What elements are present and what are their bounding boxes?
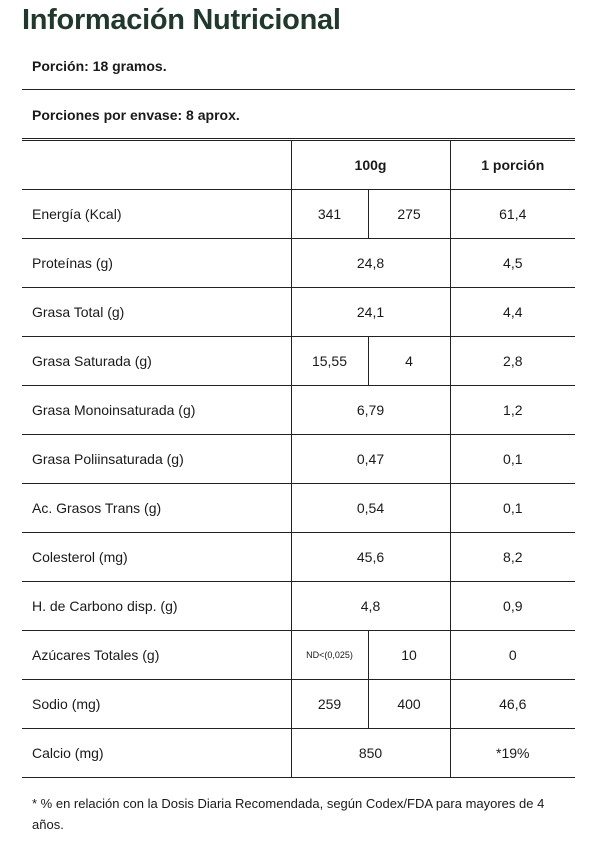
row-label: Energía (Kcal) xyxy=(22,190,291,239)
portion-text: Porción: 18 gramos. xyxy=(32,58,167,74)
row-label: Azúcares Totales (g) xyxy=(22,631,291,680)
row-label: Colesterol (mg) xyxy=(22,533,291,582)
value-100g-b: 10 xyxy=(368,631,450,680)
value-100g: 45,6 xyxy=(291,533,450,582)
portion-row xyxy=(22,41,575,90)
page-title: Información Nutricional xyxy=(22,4,341,36)
value-portion: 2,8 xyxy=(450,337,575,386)
value-100g: 0,47 xyxy=(291,435,450,484)
row-label: H. de Carbono disp. (g) xyxy=(22,582,291,631)
value-portion: 0,9 xyxy=(450,582,575,631)
value-portion: 46,6 xyxy=(450,680,575,729)
value-portion: 4,5 xyxy=(450,239,575,288)
value-portion: 1,2 xyxy=(450,386,575,435)
value-100g-b: 275 xyxy=(368,190,450,239)
value-100g-a: 341 xyxy=(291,190,368,239)
table-row xyxy=(22,337,575,386)
value-100g-a: ND<(0,025) xyxy=(291,631,368,680)
header-portion: 1 porción xyxy=(450,141,575,190)
table-row xyxy=(22,729,575,778)
value-100g-a: 259 xyxy=(291,680,368,729)
value-100g: 6,79 xyxy=(291,386,450,435)
value-portion: 0,1 xyxy=(450,484,575,533)
row-label: Grasa Saturada (g) xyxy=(22,337,291,386)
table-row xyxy=(22,190,575,239)
value-100g: 24,8 xyxy=(291,239,450,288)
servings-text: Porciones por envase: 8 aprox. xyxy=(32,107,240,123)
row-label: Grasa Poliinsaturada (g) xyxy=(22,435,291,484)
row-label: Calcio (mg) xyxy=(22,729,291,778)
header-100g: 100g xyxy=(291,141,450,190)
value-100g-b: 400 xyxy=(368,680,450,729)
row-label: Grasa Total (g) xyxy=(22,288,291,337)
value-portion: 0 xyxy=(450,631,575,680)
value-100g-a: 15,55 xyxy=(291,337,368,386)
table-row xyxy=(22,386,575,435)
row-label: Proteínas (g) xyxy=(22,239,291,288)
value-100g: 4,8 xyxy=(291,582,450,631)
value-100g: 850 xyxy=(291,729,450,778)
table-row xyxy=(22,288,575,337)
value-portion: 4,4 xyxy=(450,288,575,337)
table-row xyxy=(22,533,575,582)
table-header-row xyxy=(22,141,575,190)
header-blank-cell xyxy=(22,141,291,190)
value-100g-b: 4 xyxy=(368,337,450,386)
table-row xyxy=(22,631,575,680)
table-row xyxy=(22,680,575,729)
footnote: * % en relación con la Dosis Diaria Recomendada, según Codex/FDA para mayores de 4 años. xyxy=(32,796,545,832)
value-portion: *19% xyxy=(450,729,575,778)
row-label: Ac. Grasos Trans (g) xyxy=(22,484,291,533)
row-label: Sodio (mg) xyxy=(22,680,291,729)
value-portion: 0,1 xyxy=(450,435,575,484)
nutrition-table xyxy=(22,140,575,778)
table-row xyxy=(22,582,575,631)
table-row xyxy=(22,239,575,288)
table-row xyxy=(22,435,575,484)
table-row xyxy=(22,484,575,533)
value-100g: 0,54 xyxy=(291,484,450,533)
value-portion: 61,4 xyxy=(450,190,575,239)
value-100g: 24,1 xyxy=(291,288,450,337)
value-portion: 8,2 xyxy=(450,533,575,582)
servings-row xyxy=(22,90,575,139)
row-label: Grasa Monoinsaturada (g) xyxy=(22,386,291,435)
